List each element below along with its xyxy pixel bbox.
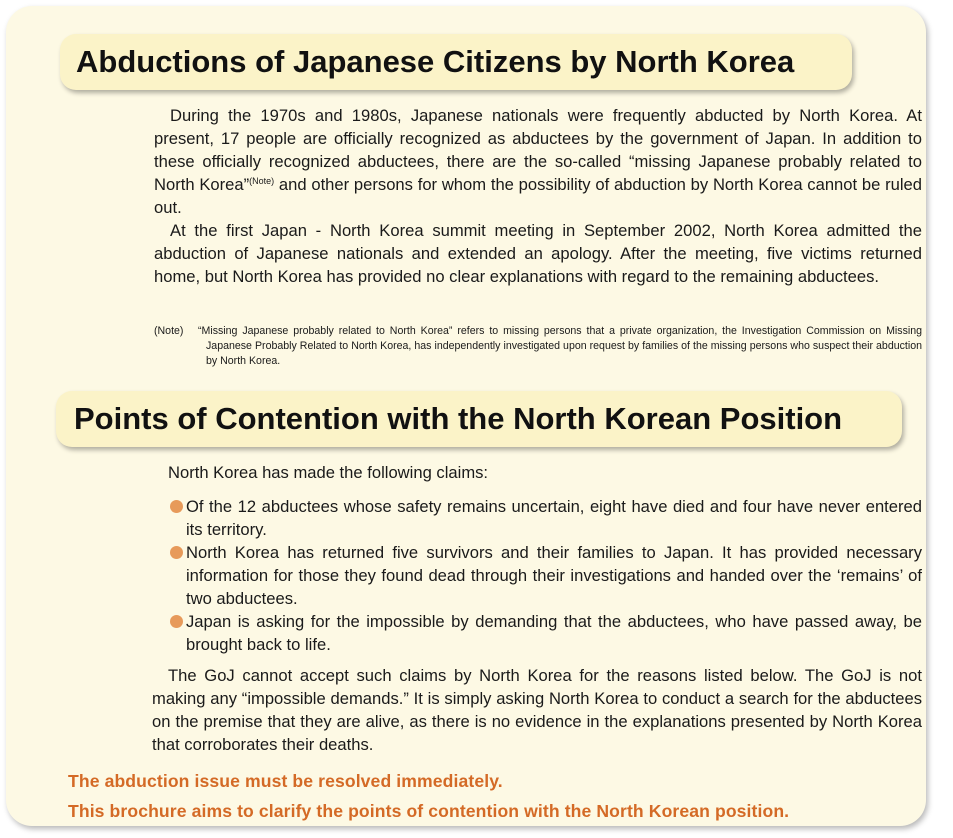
claim-text: Of the 12 abductees whose safety remains uncertain, eight have died and four have never entered its territory. [186,497,922,539]
orange-bullet-icon [170,615,183,628]
footnote-text: “Missing Japanese probably related to North Korea” refers to missing persons that a private organization, the Investigation Commission on Missing Japanese Probably Related to North Korea, has independently investigated upon request by families of the missing persons who suspect their abduction by North Korea. [198,325,922,367]
abductions-paragraph-1-text-b: and other persons for whom the possibility of abduction by North Korea cannot be ruled out. [154,175,922,217]
contention-section-title: Points of Contention with the North Korean Position [56,391,902,447]
brochure-panel [6,6,926,826]
claim-text: North Korea has returned five survivors and their families to Japan. It has provided necessary information for those they found dead through their investigations and handed over the ‘remains’ of two abductees. [186,543,922,608]
goj-response-paragraph: The GoJ cannot accept such claims by North Korea for the reasons listed below. The GoJ is not making any “impossible demands.” It is simply asking North Korea to conduct a search for the abductees on the premise that they are alive, as there is no evidence in the explanations presented by North Korea that corroborates their deaths. [152,666,922,754]
conclusion-line-1: The abduction issue must be resolved immediately. [68,771,503,791]
footnote-label: (Note) [154,325,184,337]
claims-intro: North Korea has made the following claims: [168,463,489,482]
orange-bullet-icon [170,500,183,513]
orange-bullet-icon [170,546,183,559]
claim-item [170,610,922,656]
claims-list [170,495,922,656]
note-marker: (Note) [249,176,275,186]
claim-item [170,541,922,610]
claim-item [170,495,922,541]
abductions-section-title: Abductions of Japanese Citizens by North Korea [60,34,852,90]
abductions-paragraph-1 [154,104,922,219]
abductions-paragraph-2: At the first Japan - North Korea summit meeting in September 2002, North Korea admitted the abduction of Japanese nationals and extended an apology. After the meeting, five victims returned home, but North Korea has provided no clear explanations with regard to the remaining abductees. [154,221,922,286]
footnote [154,324,922,369]
abductions-paragraph-1-text-a: During the 1970s and 1980s, Japanese nationals were frequently abducted by North Korea. At present, 17 people are officially recognized as abductees by the government of Japan. In addition to these officially recognized abductees, there are the so-called “missing Japanese probably related to North Korea” [154,106,922,194]
claim-text: Japan is asking for the impossible by demanding that the abductees, who have passed away, be brought back to life. [186,612,922,654]
conclusion-line-2: This brochure aims to clarify the points of contention with the North Korean position. [68,801,790,821]
